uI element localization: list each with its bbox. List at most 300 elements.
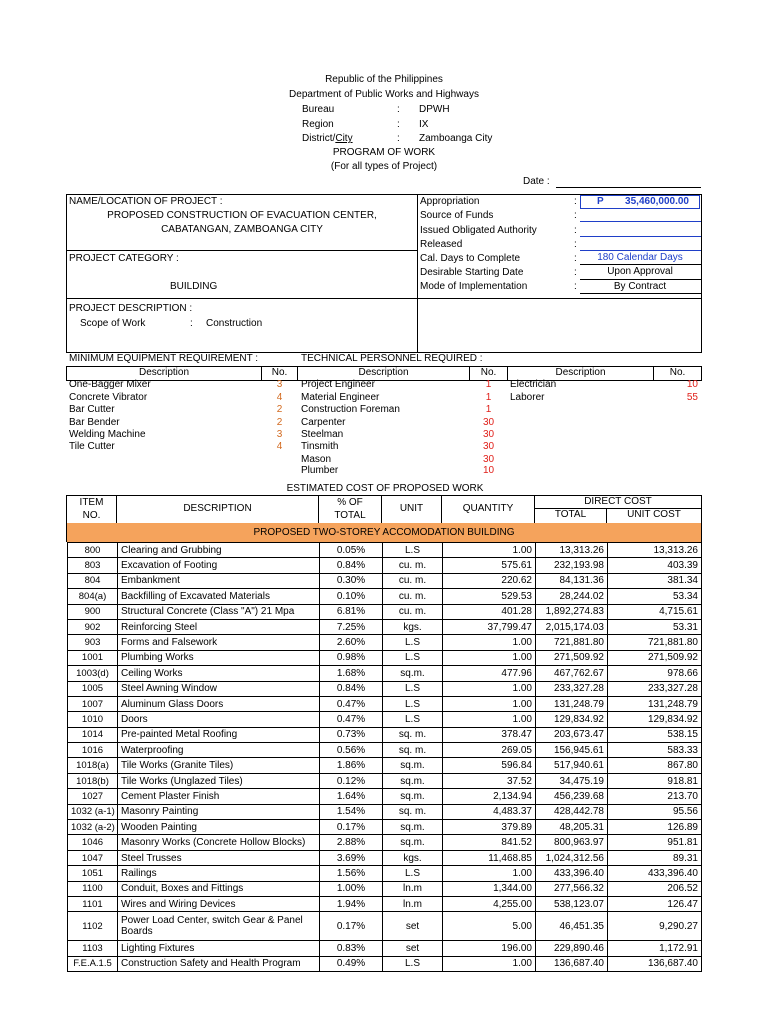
quantity-cell: 477.96 — [443, 666, 536, 681]
unit-cost-cell: 129,834.92 — [608, 712, 702, 727]
personnel-count: 1 — [485, 379, 492, 390]
total-header: TOTAL — [554, 509, 587, 520]
personnel-count: 1 — [485, 392, 492, 403]
table-row — [68, 835, 702, 850]
calendar-days-label: Cal. Days to Complete — [420, 253, 521, 264]
equipment-count: 2 — [276, 404, 283, 415]
estimated-cost-title: ESTIMATED COST OF PROPOSED WORK — [286, 483, 484, 494]
description-cell: Doors — [118, 712, 320, 727]
description-cell: Masonry Painting — [118, 804, 320, 819]
description-cell: Pre-painted Metal Roofing — [118, 727, 320, 742]
quantity-cell: 1.00 — [443, 635, 536, 650]
description-cell: Structural Concrete (Class "A") 21 Mpa — [118, 604, 320, 619]
total-cell: 428,442.78 — [536, 804, 608, 819]
unit-cell: sq. m. — [383, 743, 443, 758]
item-number-cell: 1032 (a-2) — [68, 820, 118, 835]
unit-cell: ln.m — [383, 881, 443, 896]
total-cell: 271,509.92 — [536, 650, 608, 665]
table-row — [68, 912, 702, 941]
item-number-cell: 1018(b) — [68, 773, 118, 788]
unit-cell: set — [383, 912, 443, 941]
project-box-divider-2 — [66, 298, 702, 299]
item-number-cell: 1051 — [68, 866, 118, 881]
item-number-cell: 1007 — [68, 696, 118, 711]
unit-cell: cu. m. — [383, 604, 443, 619]
unit-cost-cell: 9,290.27 — [608, 912, 702, 941]
obligated-authority-label: Issued Obligated Authority — [420, 225, 537, 236]
description-cell: Wooden Painting — [118, 820, 320, 835]
total-cell: 28,244.02 — [536, 589, 608, 604]
unit-cost-cell: 126.89 — [608, 820, 702, 835]
quantity-cell: 37.52 — [443, 773, 536, 788]
table-row — [68, 758, 702, 773]
item-number-cell: 1005 — [68, 681, 118, 696]
item-number-cell: 1102 — [68, 912, 118, 941]
description-cell: Wires and Wiring Devices — [118, 896, 320, 911]
section-title: PROPOSED TWO-STOREY ACCOMODATION BUILDING — [253, 527, 515, 538]
unit-cost-cell: 233,327.28 — [608, 681, 702, 696]
total-cell: 46,451.35 — [536, 912, 608, 941]
personnel-item: Tinsmith — [301, 441, 339, 452]
quantity-cell: 5.00 — [443, 912, 536, 941]
unit-cell: sq.m. — [383, 773, 443, 788]
quantity-cell: 1.00 — [443, 543, 536, 558]
table-row — [68, 743, 702, 758]
personnel-item: Construction Foreman — [301, 404, 400, 415]
description-cell: Excavation of Footing — [118, 558, 320, 573]
authority-colon: : — [574, 225, 577, 236]
quantity-cell: 220.62 — [443, 573, 536, 588]
personnel-item: Mason — [301, 454, 332, 465]
personnel-item: Project Engineer — [301, 379, 375, 390]
days-colon: : — [574, 253, 577, 264]
percent-cell: 1.00% — [320, 881, 383, 896]
total-cell: 136,687.40 — [536, 956, 608, 971]
quantity-cell: 575.61 — [443, 558, 536, 573]
unit-cost-cell: 583.33 — [608, 743, 702, 758]
unit-cost-cell: 951.81 — [608, 835, 702, 850]
equipment-description-header: Description — [138, 367, 190, 378]
table-row — [68, 650, 702, 665]
bureau-colon: : — [397, 104, 400, 115]
quantity-cell: 1,344.00 — [443, 881, 536, 896]
table-row — [68, 558, 702, 573]
equipment-count: 2 — [276, 417, 283, 428]
unit-cost-cell: 136,687.40 — [608, 956, 702, 971]
total-cell: 48,205.31 — [536, 820, 608, 835]
percent-cell: 0.98% — [320, 650, 383, 665]
scope-value: Construction — [206, 318, 263, 329]
scope-label: Scope of Work — [80, 318, 146, 329]
start-colon: : — [574, 267, 577, 278]
date-label: Date : — [523, 176, 550, 187]
personnel-count: 10 — [482, 465, 495, 476]
personnel-count: 30 — [482, 429, 495, 440]
implementation-mode-value: By Contract — [613, 281, 667, 292]
unit-cost-cell: 867.80 — [608, 758, 702, 773]
source-field-line — [580, 221, 701, 222]
percent-cell: 0.84% — [320, 558, 383, 573]
percent-cell: 1.64% — [320, 789, 383, 804]
document-subtitle: (For all types of Project) — [330, 161, 438, 172]
description-cell: Tile Works (Unglazed Tiles) — [118, 773, 320, 788]
unit-cell: ln.m — [383, 896, 443, 911]
quantity-cell: 269.05 — [443, 743, 536, 758]
cost-table — [67, 542, 702, 972]
quantity-cell: 378.47 — [443, 727, 536, 742]
personnel-count: 30 — [482, 454, 495, 465]
unit-cell: kgs. — [383, 619, 443, 634]
item-number-cell: 900 — [68, 604, 118, 619]
project-box-middle — [417, 194, 418, 353]
total-cell: 131,248.79 — [536, 696, 608, 711]
table-row — [68, 866, 702, 881]
district-value: Zamboanga City — [419, 133, 493, 144]
unit-cell: sq. m. — [383, 727, 443, 742]
description-cell: Tile Works (Granite Tiles) — [118, 758, 320, 773]
project-name-line-2: CABATANGAN, ZAMBOANGA CITY — [161, 224, 323, 235]
quantity-cell: 379.89 — [443, 820, 536, 835]
percent-cell: 2.88% — [320, 835, 383, 850]
percent-cell: 0.84% — [320, 681, 383, 696]
description-cell: Forms and Falsework — [118, 635, 320, 650]
percent-header-1: % OF — [337, 497, 363, 508]
unit-cost-cell: 53.34 — [608, 589, 702, 604]
cost-table-body — [68, 543, 702, 972]
unit-cell: cu. m. — [383, 573, 443, 588]
item-number-cell: 804(a) — [68, 589, 118, 604]
percent-cell: 0.56% — [320, 743, 383, 758]
quantity-cell: 2,134.94 — [443, 789, 536, 804]
unit-cell: cu. m. — [383, 589, 443, 604]
percent-cell: 0.49% — [320, 956, 383, 971]
personnel-count: 30 — [482, 417, 495, 428]
table-row — [68, 635, 702, 650]
quantity-cell: 401.28 — [443, 604, 536, 619]
personnel-no-header: No. — [480, 367, 497, 378]
unit-cost-cell: 1,172.91 — [608, 941, 702, 956]
personnel-2-description-header: Description — [555, 367, 606, 378]
quantity-cell: 4,255.00 — [443, 896, 536, 911]
total-cell: 433,396.40 — [536, 866, 608, 881]
percent-cell: 0.30% — [320, 573, 383, 588]
unit-cost-cell: 403.39 — [608, 558, 702, 573]
total-cell: 129,834.92 — [536, 712, 608, 727]
req-col-line-6 — [701, 366, 702, 381]
table-row — [68, 619, 702, 634]
total-cell: 1,024,312.56 — [536, 850, 608, 865]
total-cell: 538,123.07 — [536, 896, 608, 911]
description-cell: Plumbing Works — [118, 650, 320, 665]
description-cell: Power Load Center, switch Gear & Panel Boards — [118, 912, 320, 941]
equipment-item: Welding Machine — [69, 429, 146, 440]
total-cell: 84,131.36 — [536, 573, 608, 588]
table-row — [68, 543, 702, 558]
equipment-requirement-title: MINIMUM EQUIPMENT REQUIREMENT : — [69, 353, 259, 364]
description-cell: Waterproofing — [118, 743, 320, 758]
total-cell: 156,945.61 — [536, 743, 608, 758]
percent-cell: 0.17% — [320, 820, 383, 835]
project-box-right — [701, 194, 702, 353]
unit-cost-cell: 918.81 — [608, 773, 702, 788]
quantity-cell: 4,483.37 — [443, 804, 536, 819]
unit-cell: L.S — [383, 543, 443, 558]
unit-cost-cell: 131,248.79 — [608, 696, 702, 711]
quantity-cell: 11,468.85 — [443, 850, 536, 865]
table-row — [68, 956, 702, 971]
item-number-cell: 1103 — [68, 941, 118, 956]
unit-header: UNIT — [399, 503, 424, 514]
percent-cell: 1.94% — [320, 896, 383, 911]
unit-cell: cu. m. — [383, 558, 443, 573]
authority-field-line — [580, 236, 701, 237]
project-box-divider-1 — [66, 250, 417, 251]
unit-cell: L.S — [383, 696, 443, 711]
appropriation-colon: : — [574, 196, 577, 207]
district-label-text: District/ — [302, 133, 336, 144]
republic-heading: Republic of the Philippines — [325, 74, 443, 85]
item-number-cell: 804 — [68, 573, 118, 588]
personnel-count: 30 — [482, 441, 495, 452]
quantity-cell: 1.00 — [443, 866, 536, 881]
total-cell: 721,881.80 — [536, 635, 608, 650]
region-label: Region — [302, 119, 334, 130]
unit-cell: L.S — [383, 681, 443, 696]
equipment-count: 3 — [276, 429, 283, 440]
personnel-count: 10 — [686, 379, 698, 390]
item-number-cell: 800 — [68, 543, 118, 558]
personnel-item: Plumber — [301, 465, 339, 476]
table-row — [68, 789, 702, 804]
project-box-left — [66, 194, 67, 353]
unit-cell: sq.m. — [383, 820, 443, 835]
table-row — [68, 712, 702, 727]
item-number-cell: 1018(a) — [68, 758, 118, 773]
item-number-cell: 1100 — [68, 881, 118, 896]
table-row — [68, 896, 702, 911]
department-heading: Department of Public Works and Highways — [289, 89, 479, 100]
percent-cell: 0.10% — [320, 589, 383, 604]
description-cell: Construction Safety and Health Program — [118, 956, 320, 971]
item-number-cell: 1010 — [68, 712, 118, 727]
equipment-item: Bar Cutter — [69, 404, 115, 415]
percent-cell: 1.86% — [320, 758, 383, 773]
start-field-line — [580, 279, 701, 280]
description-header: DESCRIPTION — [183, 503, 252, 514]
bureau-label: Bureau — [302, 104, 335, 115]
table-row — [68, 589, 702, 604]
item-number-cell: 803 — [68, 558, 118, 573]
table-row — [68, 604, 702, 619]
mode-colon: : — [574, 281, 577, 292]
item-number-cell: F.E.A.1.5 — [68, 956, 118, 971]
personnel-description-header: Description — [358, 367, 409, 378]
scope-colon: : — [190, 318, 193, 329]
total-cell: 229,890.46 — [536, 941, 608, 956]
unit-cost-cell: 213.70 — [608, 789, 702, 804]
released-label: Released — [420, 239, 463, 250]
item-number-cell: 1014 — [68, 727, 118, 742]
personnel-item: Carpenter — [301, 417, 346, 428]
description-cell: Steel Awning Window — [118, 681, 320, 696]
table-row — [68, 881, 702, 896]
total-cell: 2,015,174.03 — [536, 619, 608, 634]
project-category-value: BUILDING — [170, 281, 218, 292]
appropriation-currency: P — [597, 196, 604, 207]
description-cell: Masonry Works (Concrete Hollow Blocks) — [118, 835, 320, 850]
total-cell: 233,327.28 — [536, 681, 608, 696]
district-label — [302, 133, 353, 145]
table-row — [68, 681, 702, 696]
table-row — [68, 850, 702, 865]
table-row — [68, 773, 702, 788]
description-cell: Ceiling Works — [118, 666, 320, 681]
table-row — [68, 573, 702, 588]
total-cell: 13,313.26 — [536, 543, 608, 558]
unit-cost-cell: 433,396.40 — [608, 866, 702, 881]
bureau-value: DPWH — [419, 104, 450, 115]
unit-cost-cell: 206.52 — [608, 881, 702, 896]
table-row — [68, 696, 702, 711]
region-colon: : — [397, 119, 400, 130]
percent-cell: 0.47% — [320, 696, 383, 711]
district-colon: : — [397, 133, 400, 144]
percent-cell: 1.56% — [320, 866, 383, 881]
unit-cost-cell: 53.31 — [608, 619, 702, 634]
quantity-cell: 1.00 — [443, 956, 536, 971]
quantity-cell: 196.00 — [443, 941, 536, 956]
percent-cell: 1.68% — [320, 666, 383, 681]
unit-cell: L.S — [383, 650, 443, 665]
item-number-cell: 1046 — [68, 835, 118, 850]
equipment-item: One-Bagger Mixer — [69, 379, 151, 390]
quantity-cell: 596.84 — [443, 758, 536, 773]
unit-cell: set — [383, 941, 443, 956]
description-cell: Reinforcing Steel — [118, 619, 320, 634]
starting-date-label: Desirable Starting Date — [420, 267, 524, 278]
item-header-1: ITEM — [79, 497, 104, 508]
quantity-cell: 37,799.47 — [443, 619, 536, 634]
percent-cell: 0.17% — [320, 912, 383, 941]
unit-cell: kgs. — [383, 850, 443, 865]
item-number-cell: 1047 — [68, 850, 118, 865]
total-cell: 203,673.47 — [536, 727, 608, 742]
unit-cell: L.S — [383, 956, 443, 971]
item-number-cell: 902 — [68, 619, 118, 634]
table-row — [68, 804, 702, 819]
total-cell: 517,940.61 — [536, 758, 608, 773]
source-colon: : — [574, 210, 577, 221]
total-cell: 800,963.97 — [536, 835, 608, 850]
description-cell: Aluminum Glass Doors — [118, 696, 320, 711]
table-row — [68, 820, 702, 835]
description-cell: Backfilling of Excavated Materials — [118, 589, 320, 604]
total-cell: 1,892,274.83 — [536, 604, 608, 619]
unit-cell: sq.m. — [383, 666, 443, 681]
percent-header-2: TOTAL — [334, 510, 366, 521]
table-row — [68, 666, 702, 681]
equipment-count: 4 — [276, 392, 283, 403]
item-number-cell: 1032 (a-1) — [68, 804, 118, 819]
released-colon: : — [574, 239, 577, 250]
unit-cell: sq. m. — [383, 804, 443, 819]
description-cell: Embankment — [118, 573, 320, 588]
percent-cell: 2.60% — [320, 635, 383, 650]
personnel-item: Material Engineer — [301, 392, 380, 403]
requirements-header-bottom — [66, 380, 702, 381]
project-name-label: NAME/LOCATION OF PROJECT : — [69, 196, 223, 207]
unit-cost-header: UNIT COST — [627, 509, 681, 520]
unit-cell: L.S — [383, 712, 443, 727]
unit-cost-cell: 126.47 — [608, 896, 702, 911]
description-cell: Conduit, Boxes and Fittings — [118, 881, 320, 896]
percent-cell: 0.05% — [320, 543, 383, 558]
total-cell: 467,762.67 — [536, 666, 608, 681]
item-number-cell: 1001 — [68, 650, 118, 665]
equipment-count: 3 — [276, 379, 283, 390]
item-number-cell: 1101 — [68, 896, 118, 911]
percent-cell: 3.69% — [320, 850, 383, 865]
description-cell: Lighting Fixtures — [118, 941, 320, 956]
unit-cell: sq.m. — [383, 758, 443, 773]
unit-cost-cell: 381.34 — [608, 573, 702, 588]
total-cell: 277,566.32 — [536, 881, 608, 896]
unit-cost-cell: 4,715.61 — [608, 604, 702, 619]
personnel-item: Electrician — [510, 379, 557, 390]
project-description-label: PROJECT DESCRIPTION : — [69, 303, 193, 314]
mode-field-line — [580, 293, 701, 294]
equipment-item: Bar Bender — [69, 417, 120, 428]
description-cell: Cement Plaster Finish — [118, 789, 320, 804]
appropriation-label: Appropriation — [420, 196, 480, 207]
quantity-header: QUANTITY — [462, 503, 514, 514]
quantity-cell: 841.52 — [443, 835, 536, 850]
personnel-item: Laborer — [510, 392, 545, 403]
unit-cost-cell: 89.31 — [608, 850, 702, 865]
date-line — [556, 187, 701, 188]
personnel-required-title: TECHNICAL PERSONNEL REQUIRED : — [301, 353, 483, 364]
table-row — [68, 941, 702, 956]
unit-cell: L.S — [383, 866, 443, 881]
description-cell: Clearing and Grubbing — [118, 543, 320, 558]
percent-cell: 0.47% — [320, 712, 383, 727]
days-field-line — [580, 264, 701, 265]
equipment-item: Concrete Vibrator — [69, 392, 148, 403]
percent-cell: 0.12% — [320, 773, 383, 788]
personnel-item: Steelman — [301, 429, 344, 440]
total-cell: 456,239.68 — [536, 789, 608, 804]
calendar-days-value: 180 Calendar Days — [597, 252, 683, 263]
total-cell: 34,475.19 — [536, 773, 608, 788]
quantity-cell: 529.53 — [443, 589, 536, 604]
percent-cell: 0.83% — [320, 941, 383, 956]
equipment-count: 4 — [276, 441, 283, 452]
unit-cell: sq.m. — [383, 835, 443, 850]
quantity-cell: 1.00 — [443, 650, 536, 665]
source-of-funds-label: Source of Funds — [420, 210, 494, 221]
project-name-line-1: PROPOSED CONSTRUCTION OF EVACUATION CENTER, — [107, 210, 377, 221]
item-number-cell: 1003(d) — [68, 666, 118, 681]
document-title: PROGRAM OF WORK — [332, 147, 436, 158]
unit-cost-cell: 721,881.80 — [608, 635, 702, 650]
unit-cost-cell: 271,509.92 — [608, 650, 702, 665]
quantity-cell: 1.00 — [443, 681, 536, 696]
personnel-2-no-header: No. — [669, 367, 686, 378]
unit-cost-cell: 95.56 — [608, 804, 702, 819]
item-header-2: NO. — [82, 510, 101, 521]
unit-cost-cell: 538.15 — [608, 727, 702, 742]
percent-cell: 7.25% — [320, 619, 383, 634]
